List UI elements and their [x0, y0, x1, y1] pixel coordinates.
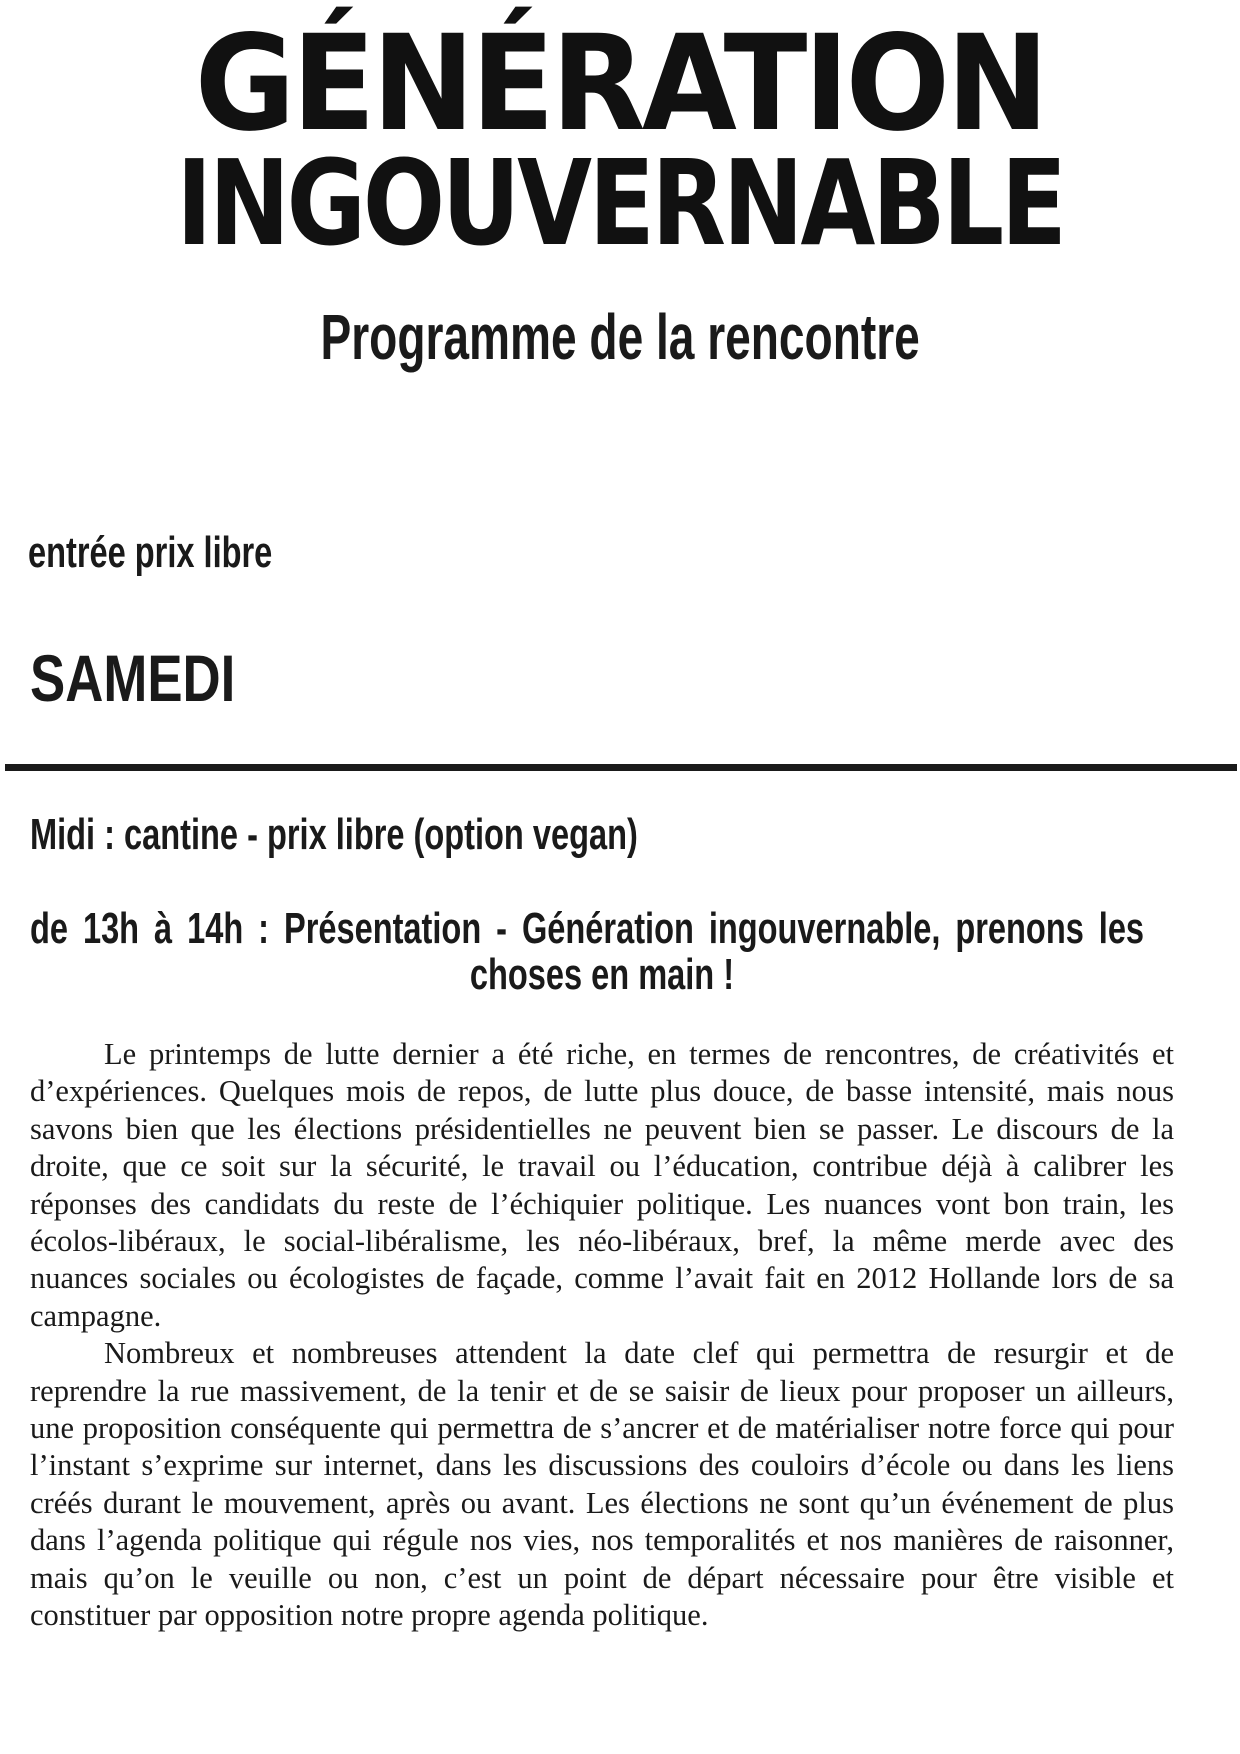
session-paragraph-1: Le printemps de lutte dernier a été riche, en termes de rencontres, de créativités et d’expériences. Quelques mois de repos, de lutte plus douce, de basse intensité, mais nous savons bien que les élections présidentielles ne peuvent bien se passer. Le discours de la droite, que ce soit sur la sécurité, le travail ou l’éducation, contribue déjà à calibrer les réponses des candidats du reste de l’échiquier politique. Les nuances vont bon train, les écolos-libéraux, le social-libéralisme, les néo-libéraux, bref, la même merde avec des nuances sociales ou écologistes de façade, comme l’avait fait en 2012 Hollande lors de sa campagne.: [30, 1037, 1174, 1333]
session-title-line-1: de 13h à 14h : Présentation - Génération ingouvernable, prenons les: [30, 904, 1145, 953]
logo-line-ingouvernable: INGOUVERNABLE: [176, 134, 1064, 272]
section-divider: [5, 764, 1237, 771]
session-title: [30, 906, 1174, 998]
generation-ingouvernable-logo: [0, 7, 1240, 272]
entry-price-note: entrée prix libre: [28, 528, 273, 577]
day-heading: SAMEDI: [30, 641, 236, 715]
page-subtitle-text: Programme de la rencontre: [320, 301, 920, 373]
page-subtitle: [0, 300, 1240, 374]
logo-line-generation: GÉNÉRATION: [194, 7, 1046, 161]
session-title-line-2: choses en main !: [469, 950, 735, 1000]
session-paragraph-2: Nombreux et nombreuses attendent la date clef qui permettra de resurgir et de reprendre la rue massivement, de la tenir et de se saisir de lieux pour proposer un ailleurs, une proposition conséquente qui permettra de s’ancrer et de matérialiser notre force qui pour l’instant s’exprime sur internet, dans les discussions des couloirs d’école ou dans les liens créés durant le mouvement, après ou avant. Les élections ne sont qu’un événement de plus dans l’agenda politique qui régule nos vies, nos temporalités et nos manières de raisonner, mais qu’on le veuille ou non, c’est un point de départ nécessaire pour être visible et constituer par opposition notre propre agenda politique.: [30, 1336, 1174, 1633]
session-description: [30, 1036, 1174, 1635]
lunch-item: Midi : cantine - prix libre (option vegan): [30, 810, 638, 859]
